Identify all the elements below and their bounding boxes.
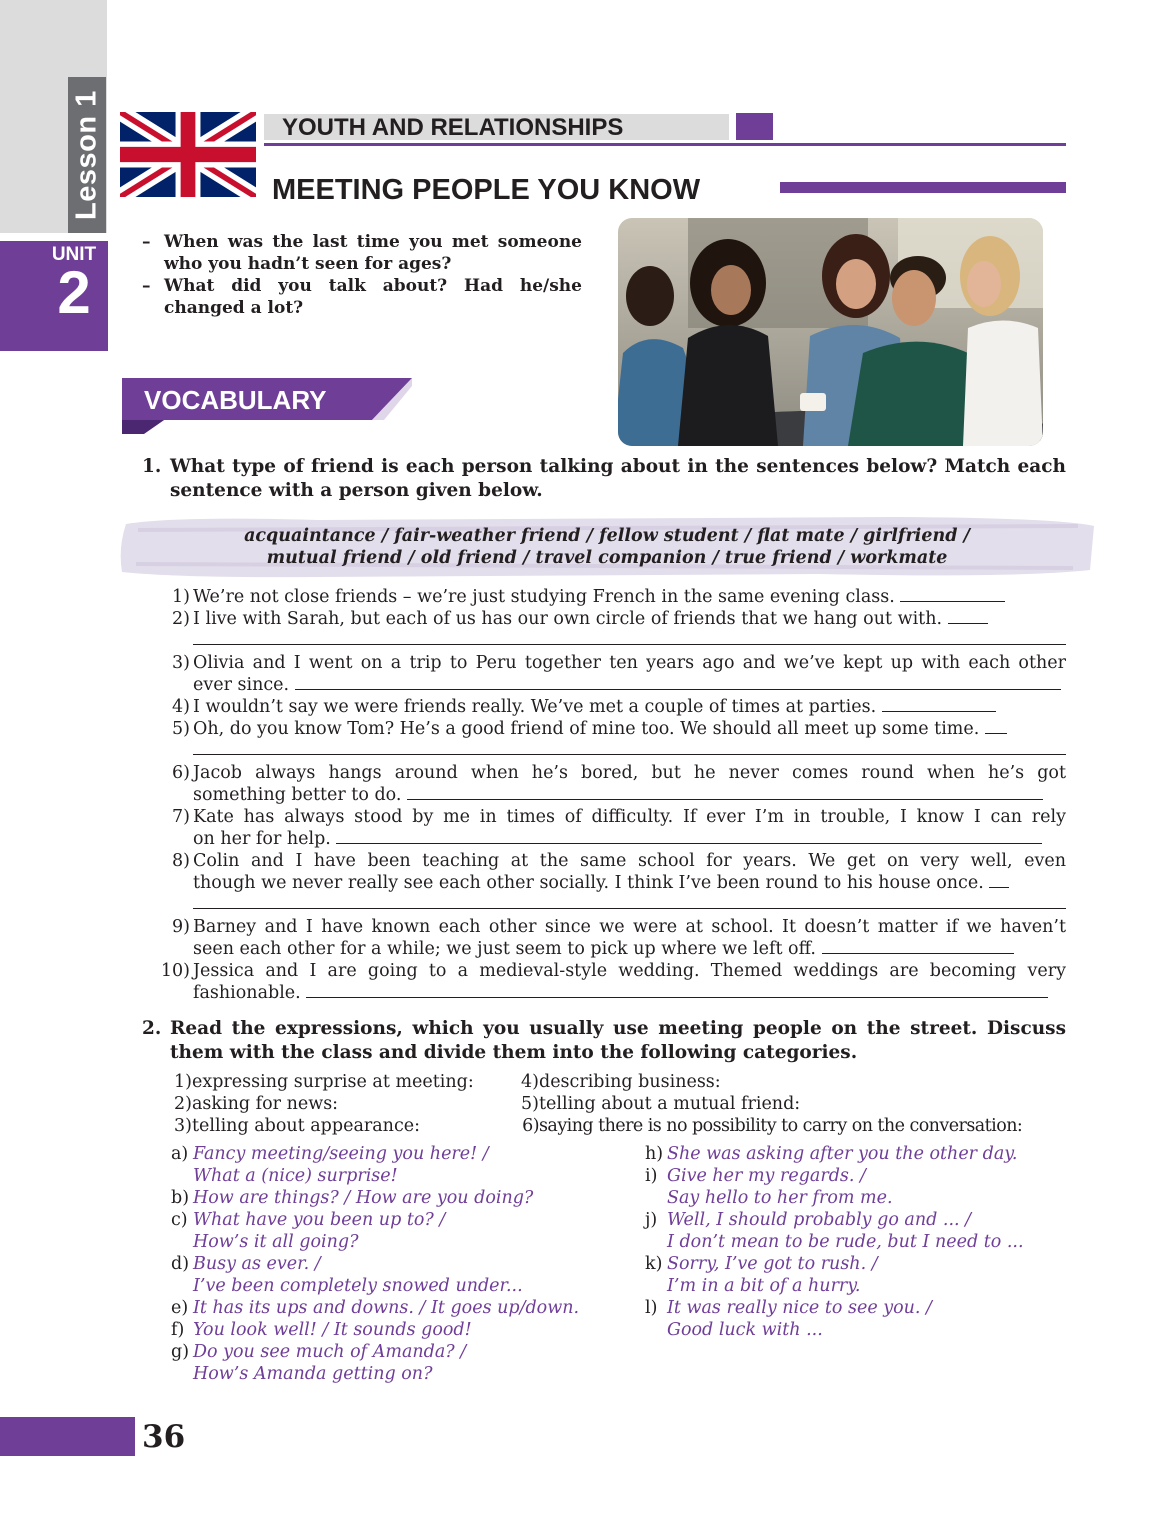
answer-blank[interactable] xyxy=(985,718,1007,734)
category-1: 1)expressing surprise at meeting: xyxy=(174,1072,474,1092)
exercise-item-6: 6) Jacob always hangs around when he’s bored, but he never comes round when he’s got something better to do. xyxy=(172,763,1066,805)
exercise-item-9: 9) Barney and I have known each other since we were at school. It doesn’t matter if we haven’t seen each other for a while; we just seem to pick up where we left off. xyxy=(172,917,1066,959)
answer-blank[interactable] xyxy=(882,696,996,712)
answer-blank[interactable] xyxy=(295,674,1061,690)
answer-blank[interactable] xyxy=(306,982,1048,998)
vocabulary-label: VOCABULARY xyxy=(144,385,327,415)
page-number: 36 xyxy=(142,1419,186,1455)
lesson-title: MEETING PEOPLE YOU KNOW xyxy=(272,174,701,206)
exercise-item-8: 8) Colin and I have been teaching at the same school for years. We get on very well, even though we never really see each other socially. I think I’ve been round to his house once. xyxy=(172,851,1066,893)
phrase-g: g) Do you see much of Amanda? / How’s Amanda getting on? xyxy=(171,1342,467,1384)
phrase-b: b) How are things? / How are you doing? xyxy=(171,1188,534,1208)
phrase-e: e) It has its ups and downs. / It goes up/down. xyxy=(171,1298,580,1318)
word-box-line-1: acquaintance / fair-weather friend / fellow student / flat mate / girlfriend / xyxy=(244,526,970,546)
phrase-a: a) Fancy meeting/seeing you here! / What a (nice) surprise! xyxy=(171,1144,489,1186)
category-4: 4)describing business: xyxy=(521,1072,721,1092)
answer-blank[interactable] xyxy=(407,784,1043,800)
phrase-k: k) Sorry, I’ve got to rush. / I’m in a bit of a hurry. xyxy=(645,1254,878,1296)
exercise-item-5: 5) Oh, do you know Tom? He’s a good friend of mine too. We should all meet up some time. xyxy=(150,718,1066,740)
category-6: 6)saying there is no possibility to carry on the conversation: xyxy=(522,1116,1023,1136)
answer-line[interactable] xyxy=(193,644,1066,645)
friends-photo xyxy=(618,218,1043,446)
lesson-label: Lesson 1 xyxy=(70,90,103,220)
phrase-l: l) It was really nice to see you. / Good luck with ... xyxy=(645,1298,932,1340)
category-5: 5)telling about a mutual friend: xyxy=(521,1094,801,1114)
answer-line[interactable] xyxy=(193,908,1066,909)
answer-blank[interactable] xyxy=(822,938,1014,954)
phrase-h: h) She was asking after you the other day. xyxy=(645,1144,1018,1164)
exercise-item-10: 10) Jessica and I are going to a medieval-style wedding. Themed weddings are becoming very fashionable. xyxy=(160,961,1066,1003)
answer-blank[interactable] xyxy=(948,608,988,624)
phrase-j: j) Well, I should probably go and ... / I don’t mean to be rude, but I need to ... xyxy=(645,1210,1024,1252)
task-1-heading: 1. What type of friend is each person talking about in the sentences below? Match each sentence with a person given below. xyxy=(142,456,1066,501)
title-rule xyxy=(780,182,1066,193)
answer-line[interactable] xyxy=(193,754,1066,755)
topic-rule xyxy=(264,143,1066,146)
task-2-heading: 2. Read the expressions, which you usually use meeting people on the street. Discuss them with the class and divide them into the following categories. xyxy=(142,1018,1066,1063)
exercise-item-4: 4) I wouldn’t say we were friends really. We’ve met a couple of times at parties. xyxy=(150,696,1066,718)
exercise-item-3: 3) Olivia and I went on a trip to Peru together ten years ago and we’ve kept up with each other ever since. xyxy=(172,653,1066,695)
answer-blank[interactable] xyxy=(336,828,1042,844)
exercise-item-7: 7) Kate has always stood by me in times of difficulty. If ever I’m in trouble, I know I can rely on her for help. xyxy=(172,807,1066,849)
category-3: 3)telling about appearance: xyxy=(174,1116,421,1136)
warmup-question-1: – When was the last time you met someone who you hadn’t seen for ages? xyxy=(142,232,582,274)
topic-title: YOUTH AND RELATIONSHIPS xyxy=(282,114,624,141)
page-number-band xyxy=(0,1417,135,1456)
word-box-line-2: mutual friend / old friend / travel companion / true friend / workmate xyxy=(266,548,948,568)
topic-square xyxy=(736,113,773,140)
phrase-f: f) You look well! / It sounds good! xyxy=(171,1320,472,1340)
warmup-question-2: – What did you talk about? Had he/she changed a lot? xyxy=(142,276,582,318)
unit-word: UNIT xyxy=(51,244,97,265)
category-2: 2)asking for news: xyxy=(174,1094,339,1114)
unit-number: 2 xyxy=(57,259,91,326)
answer-blank[interactable] xyxy=(900,586,1005,602)
phrase-d: d) Busy as ever. / I’ve been completely snowed under... xyxy=(171,1254,523,1296)
phrase-c: c) What have you been up to? / How’s it all going? xyxy=(171,1210,446,1252)
exercise-item-1: 1) We’re not close friends – we’re just studying French in the same evening class. xyxy=(150,586,1066,608)
phrase-i: i) Give her my regards. / Say hello to her from me. xyxy=(645,1166,893,1208)
answer-blank[interactable] xyxy=(989,872,1009,888)
exercise-item-2: 2) I live with Sarah, but each of us has our own circle of friends that we hang out with. xyxy=(150,608,1066,630)
uk-flag-icon xyxy=(120,112,256,197)
